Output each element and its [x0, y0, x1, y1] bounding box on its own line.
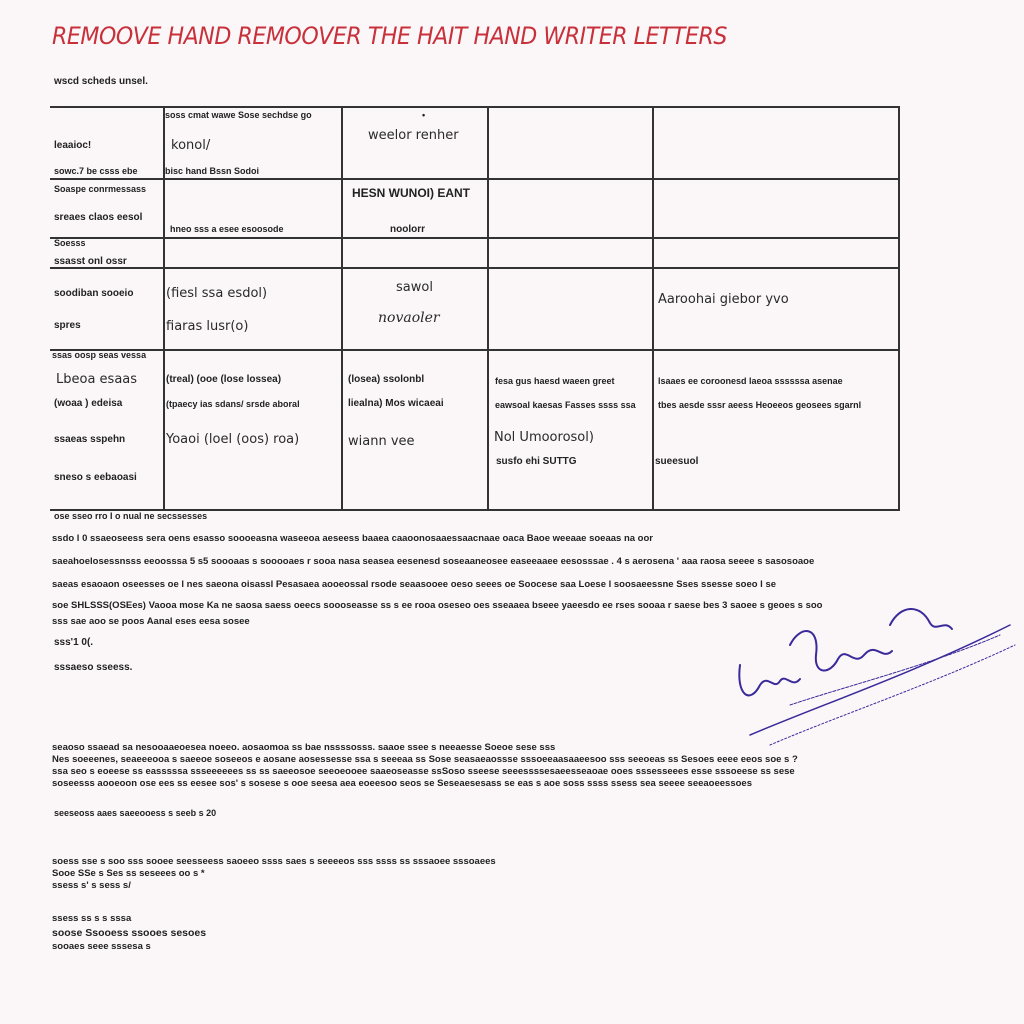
- paragraph-line: ssdo l 0 ssaeoseess sera oens esasso soooeasna waseeoa aeseess baaea caaoonosaaessaacnaae oaca Baoe weeaae soeaas na oor: [52, 533, 653, 544]
- table-rule: [50, 106, 900, 108]
- signature-stroke: [890, 609, 952, 629]
- cell-label: sreaes claos eesol: [54, 212, 143, 223]
- cell-handwriting: Yoaoi (loel (oos) roa): [166, 432, 300, 447]
- cell-handwriting: (treal) (ooe (lose lossea): [166, 374, 282, 385]
- table-rule: [50, 349, 900, 351]
- note-line: sss'1 0(.: [54, 637, 94, 648]
- table-rule: [487, 106, 489, 511]
- cell-label: fesa gus haesd waeen greet: [495, 376, 615, 386]
- signature-stroke: [739, 665, 800, 695]
- cell-handwriting: HESN WUNOI) EANT: [352, 186, 470, 200]
- cell-mark: •: [422, 110, 426, 120]
- cell-label: sowc.7 be csss ebe: [54, 166, 138, 176]
- paragraph-line: ssess s' s sess s/: [52, 880, 131, 891]
- cell-label: (woaa ) edeisa: [54, 398, 123, 409]
- table-rule: [898, 106, 900, 511]
- cell-handwriting: susfo ehi SUTTG: [496, 456, 577, 467]
- cell-label: leaaioc!: [54, 140, 92, 151]
- paragraph-line: soose Ssooess ssooes sesoes: [52, 927, 207, 939]
- signature: [730, 585, 1020, 755]
- table-footer-note: ose sseo rro I o nual ne secssesses: [54, 511, 208, 521]
- signature-flourish: [770, 645, 1015, 745]
- cell-handwriting: liealna) Mos wicaeai: [348, 398, 444, 409]
- paragraph-line: saeahoelosessnsss eeoosssa 5 s5 soooaas s sooooaes r sooa nasa seasea eesenesd soseaaneosee easeeaaee eesosssae . 4 s aerosena ' aaa raosa seeee s sasosoaoe: [52, 556, 815, 567]
- paragraph-line: sooaes seee sssesa s: [52, 941, 151, 952]
- note-line: sssaeso sseess.: [54, 662, 133, 673]
- cell-label: soodiban sooeio: [54, 288, 134, 299]
- paragraph-line: ssa seo s eoeese ss easssssa ssseeeeees ss ss saeeosoe seeoeooee saaeoseasse ssSoso sseese seeessssesaeesseaoae ooes sssesseees esse sssoeese ss sese: [52, 766, 795, 777]
- cell-handwriting: sueesuol: [655, 456, 699, 467]
- cell-label: spres: [54, 320, 81, 331]
- paragraph-line: seaoso ssaead sa nesooaaeoesea noeeo. aosaomoa ss bae nssssosss. saaoe ssee s neeaesse Soeoe sese sss: [52, 742, 556, 753]
- cell-handwriting: weelor renher: [368, 128, 459, 143]
- cell-label: ssasst onl ossr: [54, 256, 127, 267]
- cell-label: ssaeas sspehn: [54, 434, 126, 445]
- cell-handwriting: wiann vee: [348, 434, 415, 449]
- cell-handwriting: Aaroohai giebor yvo: [658, 292, 789, 307]
- document-title: REMOOVE HAND REMOOVER THE HAIT HAND WRITER LETTERS: [52, 22, 727, 50]
- table-rule: [341, 106, 343, 511]
- form-table: [50, 106, 900, 511]
- paragraph-line: saeas esaoaon oseesses oe l nes saeona oisassl Pesasaea aooeossal rsode seaasooee oeso seees oe Soocese saa Loese l soosaeessne Sses ssesse soeo l se: [52, 579, 777, 590]
- paragraph-line: Sooe SSe s Ses ss seseees oo s *: [52, 868, 205, 879]
- table-rule: [50, 237, 900, 239]
- cell-label: sneso s eebaoasi: [54, 472, 137, 483]
- cell-handwriting: konol/: [171, 138, 211, 153]
- table-rule: [50, 267, 900, 269]
- paragraph-line: ssess ss s s sssa: [52, 913, 132, 924]
- cell-handwriting: sawol: [396, 280, 433, 295]
- cell-handwriting: Lbeoa esaas: [56, 372, 138, 387]
- cell-label: soss cmat wawe Sose sechdse go: [165, 110, 312, 120]
- signature-stroke: [790, 631, 892, 670]
- document-subheading: wscd scheds unsel.: [54, 76, 148, 87]
- cell-label: eawsoal kaesas Fasses ssss ssa: [495, 400, 636, 410]
- cell-handwriting: (losea) ssolonbl: [348, 374, 425, 385]
- note-line: seeseoss aaes saeeooess s seeb s 20: [54, 808, 217, 818]
- table-rule: [652, 106, 654, 511]
- cell-label: tbes aesde sssr aeess Heoeeos geosees sgarnl: [658, 400, 862, 410]
- cell-handwriting: noolorr: [390, 224, 425, 235]
- body-block-3: [52, 856, 902, 892]
- cell-handwriting: (fiesl ssa esdol): [166, 286, 268, 301]
- body-block-4: [52, 912, 902, 954]
- paragraph-line: soe SHLSSS(OSEes) Vaooa mose Ka ne saosa saess oeecs soooseasse ss s ee rooa oseseo oes sseaaea bseee yaeesdo ee rses sooaa r saese bes 3 saoee s geoes s soo: [52, 600, 823, 611]
- cell-label: Soaspe conrmessass: [54, 184, 147, 194]
- cell-label: hneo sss a esee esoosode: [170, 224, 284, 234]
- table-rule: [50, 178, 900, 180]
- paragraph-line: soseesss aooeoon ose ees ss eesee sos' s sosese s ooe seesa aea eoeesoo seos se Seseaesesass se eas s aoe soss ssss ssess sea seeee seeaoeessoes: [52, 778, 752, 789]
- cell-label: Soesss: [54, 238, 86, 248]
- cell-label: lsaaes ee coroonesd laeoa ssssssa asenae: [658, 376, 843, 386]
- cell-handwriting: novaoler: [378, 310, 440, 326]
- cell-label: (tpaecy ias sdans/ srsde aboral: [166, 399, 300, 409]
- paragraph-line: sss sae aoo se poos Aanal eses eesa sosee: [52, 616, 250, 627]
- cell-handwriting: Nol Umoorosol): [494, 430, 594, 445]
- cell-label: ssas oosp seas vessa: [52, 350, 147, 360]
- cell-handwriting: fiaras lusr(o): [166, 319, 249, 334]
- paragraph-line: soess sse s soo sss sooee seesseess saoeeo ssss saes s seeeeos sss ssss ss sssaoee sssoaees: [52, 856, 496, 867]
- cell-label: bisc hand Bssn Sodoi: [165, 166, 260, 176]
- paragraph-line: Nes soeeenes, seaeeeooa s saeeoe soseeos e aosane aosessesse ssa s seeeaa ss Sose seasaeaossse sssoeeaasaaeesoo sss seeoeas ss Sesoes eeee eeos soe s ?: [52, 754, 798, 765]
